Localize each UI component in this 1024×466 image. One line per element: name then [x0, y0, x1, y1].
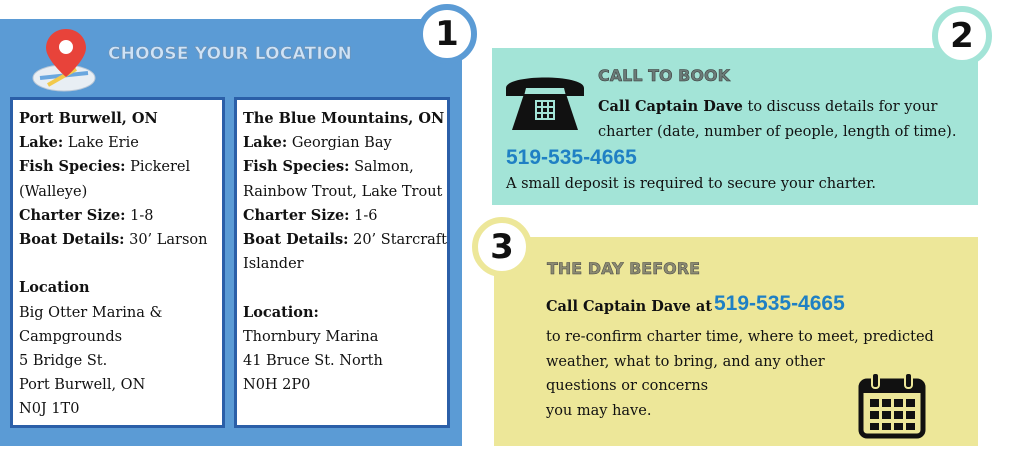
location-card-port-burwell: [10, 97, 225, 428]
location-label: Location:: [243, 303, 319, 321]
step3-line: you may have.: [546, 402, 652, 419]
species-value: Pickerel: [130, 159, 191, 176]
address-line: Big Otter Marina &: [19, 304, 163, 321]
location-name: Port Burwell, ON: [19, 110, 158, 127]
step1-title: CHOOSE YOUR LOCATION: [108, 44, 352, 64]
address-line: N0J 1T0: [19, 401, 80, 418]
step3-line: questions or concerns: [546, 378, 709, 394]
lake-label: Lake:: [19, 134, 64, 152]
charter-size-value: 1-6: [354, 207, 378, 224]
step-number-badge: 1: [417, 4, 477, 64]
boat-details-value-cont: Islander: [243, 256, 304, 273]
deposit-note: A small deposit is required to secure your charter.: [506, 176, 877, 192]
address-line: 41 Bruce St. North: [243, 353, 383, 370]
step3-caller: Call Captain Dave at: [546, 298, 713, 315]
step3-line: to re-confirm charter time, where to meet, predicted: [546, 329, 934, 345]
map-pin-icon: [30, 25, 100, 95]
charter-size-value: 1-8: [130, 207, 154, 224]
phone-number-link[interactable]: 519-535-4665: [714, 292, 845, 315]
day-before-panel: [494, 237, 978, 446]
step2-details: to discuss details for your charter (date, number of people, length of time).: [598, 99, 957, 140]
address-line: Campgrounds: [19, 328, 123, 345]
address-line: Thornbury Marina: [243, 328, 379, 345]
step2-caller: Call Captain Dave: [598, 98, 743, 115]
location-label: Location: [19, 279, 90, 297]
step3-line: weather, what to bring, and any other: [546, 353, 825, 370]
address-line: N0H 2P0: [243, 377, 311, 394]
boat-details-value: 30’ Larson: [129, 232, 208, 249]
lake-value: Lake Erie: [67, 135, 139, 152]
species-value-cont: (Walleye): [19, 183, 88, 200]
phone-number-link[interactable]: 519-535-4665: [506, 146, 637, 169]
species-label: Fish Species:: [19, 158, 126, 176]
calendar-icon: [858, 371, 926, 439]
location-name: The Blue Mountains, ON: [243, 110, 445, 127]
species-value: Salmon,: [354, 159, 414, 176]
address-line: Port Burwell, ON: [19, 377, 146, 394]
address-line: 5 Bridge St.: [19, 353, 108, 370]
charter-size-label: Charter Size:: [243, 206, 350, 224]
charter-size-label: Charter Size:: [19, 206, 126, 224]
boat-details-label: Boat Details:: [19, 231, 125, 249]
lake-value: Georgian Bay: [291, 135, 392, 152]
telephone-icon: [502, 66, 588, 136]
call-to-book-panel: [492, 48, 978, 205]
boat-details-label: Boat Details:: [243, 231, 349, 249]
step-number-badge: 2: [932, 6, 992, 66]
species-value-cont: Rainbow Trout, Lake Trout: [243, 183, 443, 200]
step3-title: THE DAY BEFORE: [547, 259, 700, 278]
location-card-blue-mountains: [234, 97, 450, 428]
step2-title: CALL TO BOOK: [598, 66, 730, 85]
lake-label: Lake:: [243, 134, 288, 152]
species-label: Fish Species:: [243, 158, 350, 176]
choose-location-panel: [0, 19, 462, 446]
step2-description: [598, 94, 970, 145]
step-number-badge: 3: [472, 217, 532, 277]
boat-details-value: 20’ Starcraft: [353, 232, 448, 249]
